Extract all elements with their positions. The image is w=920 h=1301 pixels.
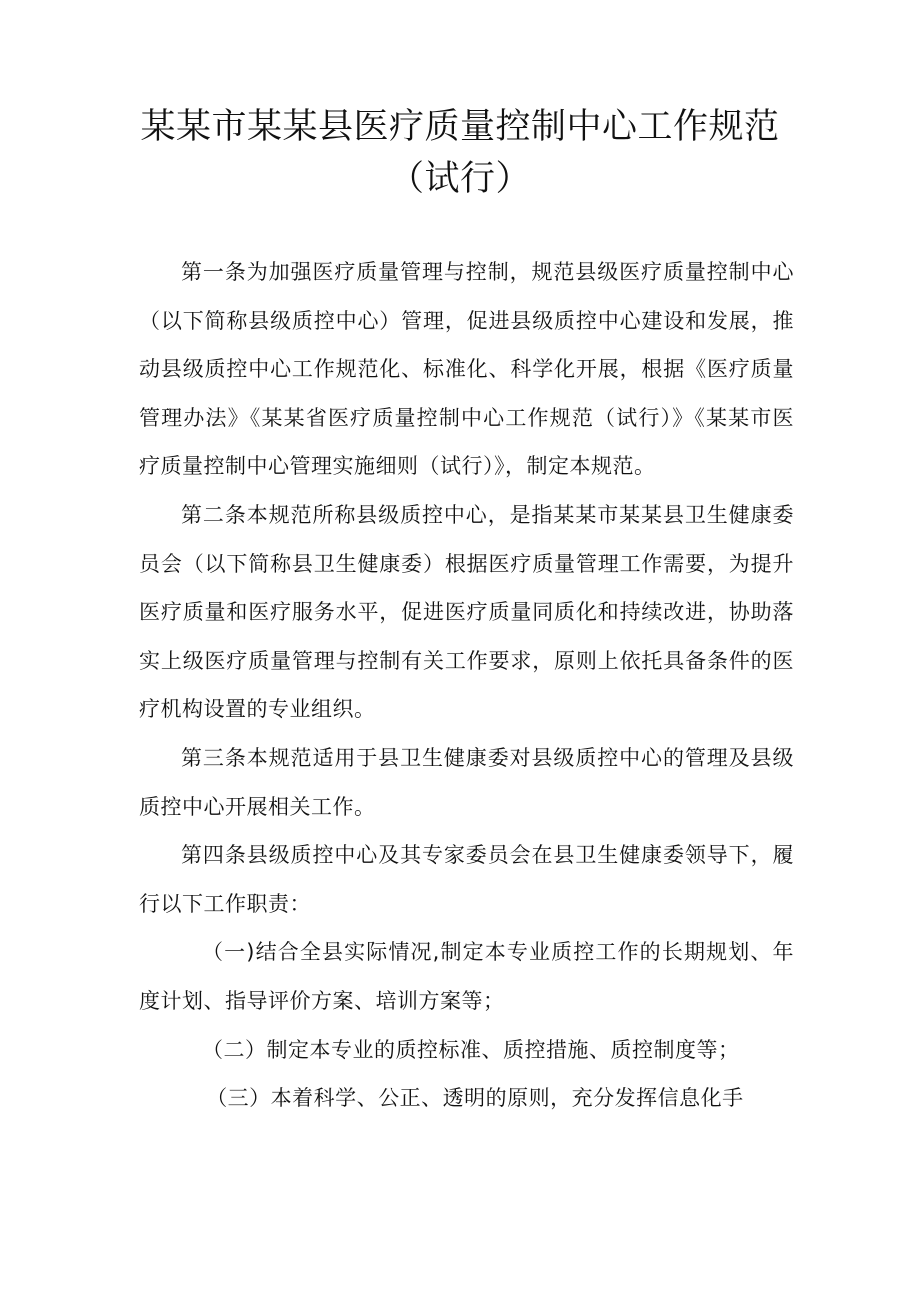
document-subtitle: （试行）	[388, 159, 531, 199]
duty-item-3: （三）本着科学、公正、透明的原则，充分发挥信息化手	[206, 1086, 744, 1111]
duty-item-1: （一)结合全县实际情况,制定本专业质控工作的长期规划、年度计划、指导评价方案、培训方案等；	[139, 940, 794, 1013]
document-body	[139, 248, 794, 1123]
article-3-paragraph: 第三条本规范适用于县卫生健康委对县级质控中心的管理及县级质控中心开展相关工作。	[139, 745, 794, 819]
document-title: 某某市某某县医疗质量控制中心工作规范	[140, 107, 780, 147]
article-4-paragraph: 第四条县级质控中心及其专家委员会在县卫生健康委领导下，履行以下工作职责：	[139, 843, 794, 916]
article-1-paragraph: 第一条为加强医疗质量管理与控制，规范县级医疗质量控制中心（以下简称县级质控中心）管理，促进县级质控中心建设和发展，推动县级质控中心工作规范化、标准化、科学化开展，根据《医疗质量管理办法》《某某省医疗质量控制中心工作规范（试行）》《某某市医疗质量控制中心管理实施细则（试行）》，制定本规范。	[139, 260, 794, 479]
duty-item-2: （二）制定本专业的质控标准、质控措施、质控制度等；	[202, 1037, 740, 1062]
article-2-paragraph: 第二条本规范所称县级质控中心，是指某某市某某县卫生健康委员会（以下简称县卫生健康委）根据医疗质量管理工作需要，为提升医疗质量和医疗服务水平，促进医疗质量同质化和持续改进，协助落实上级医疗质量管理与控制有关工作要求，原则上依托具备条件的医疗机构设置的专业组织。	[139, 502, 794, 722]
